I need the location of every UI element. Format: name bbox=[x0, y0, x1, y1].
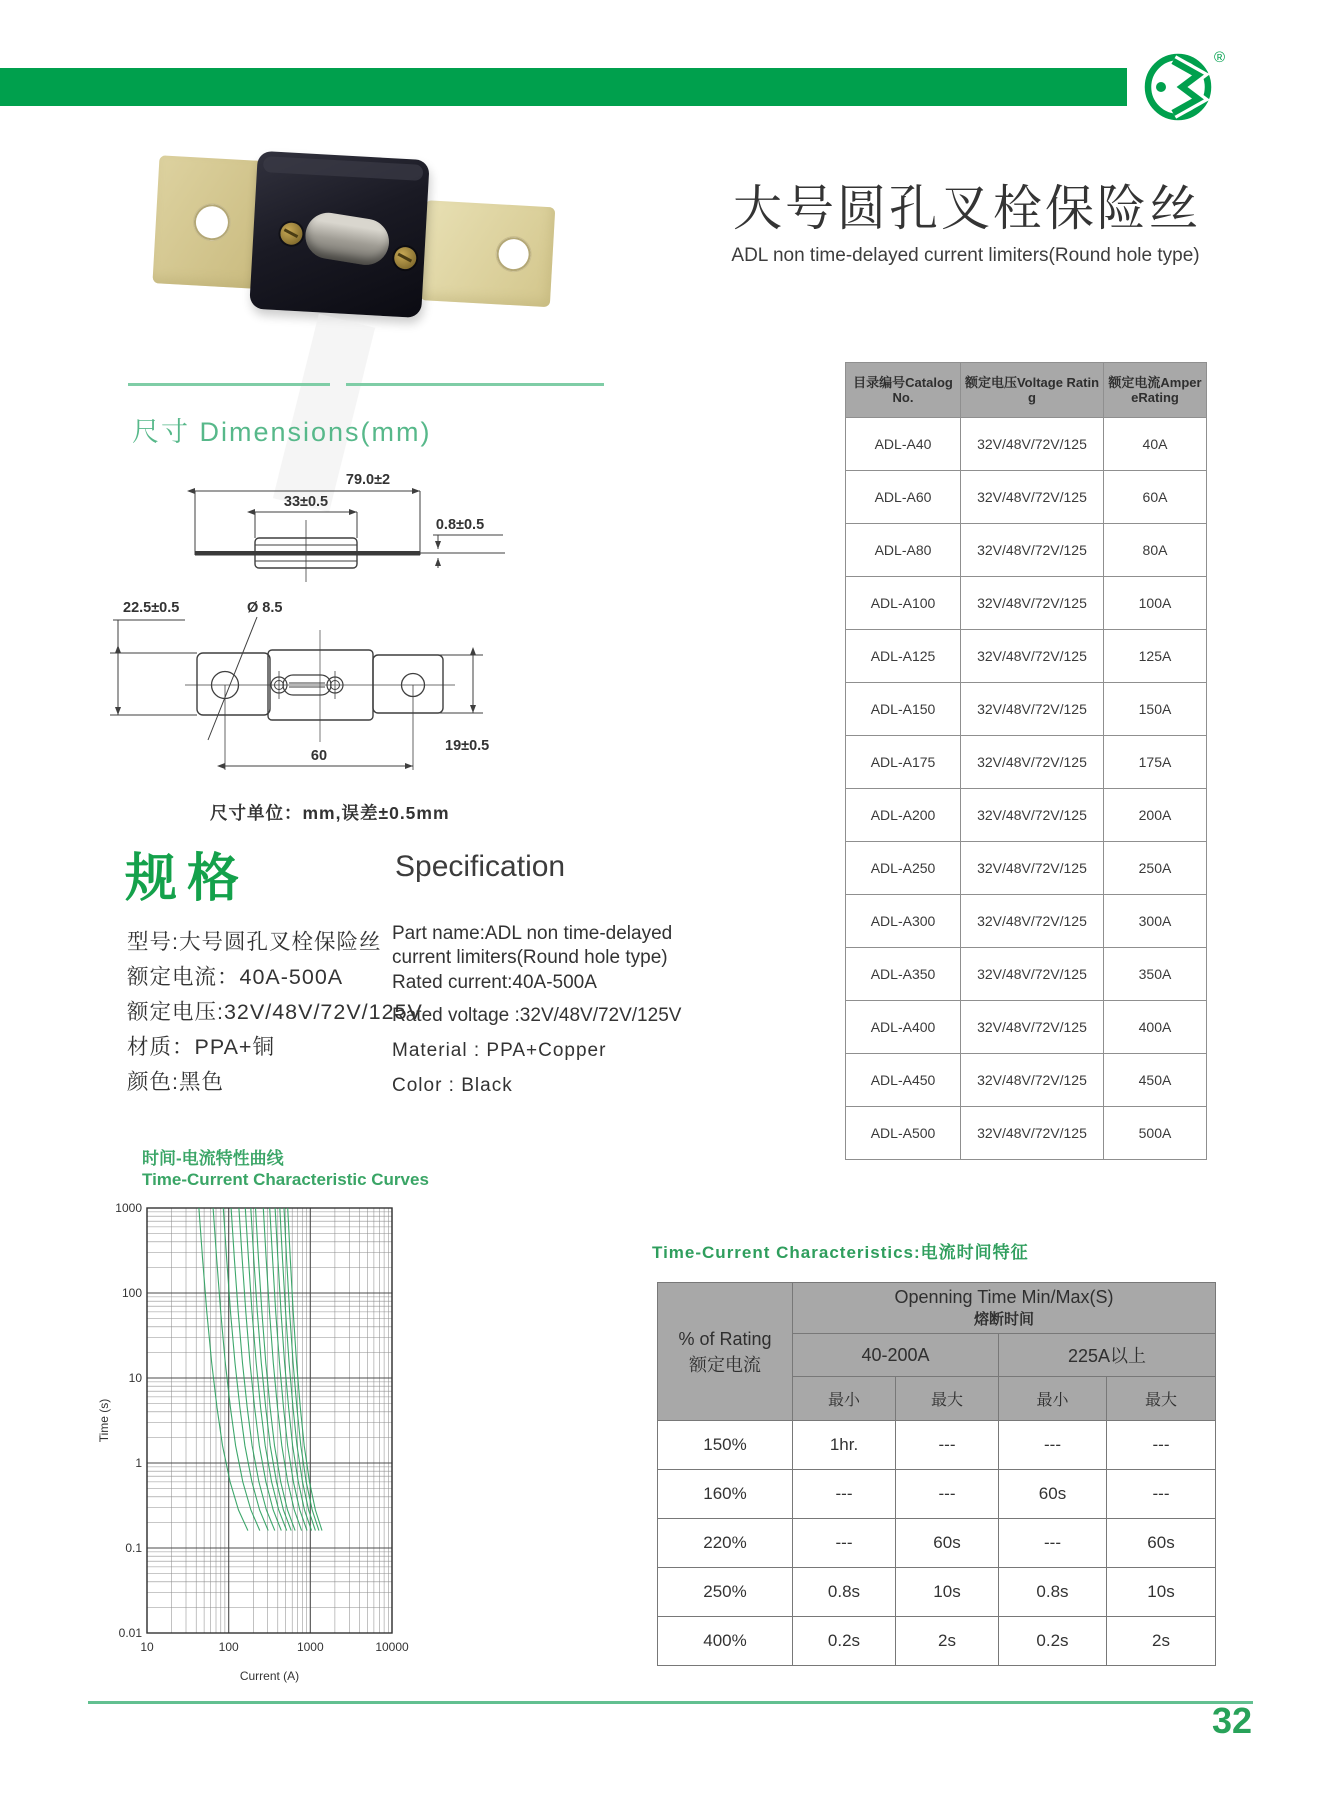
spec-heading-en: Specification bbox=[395, 850, 566, 883]
catalog-row bbox=[846, 524, 1207, 577]
fuse-screw-left bbox=[280, 222, 303, 245]
catalog-row bbox=[846, 948, 1207, 1001]
tc-left-header-line2: 额定电流 bbox=[689, 1354, 761, 1375]
x-tick-label: 10 bbox=[140, 1640, 154, 1654]
voltage-col-header: 额定电压Voltage Rating bbox=[961, 363, 1104, 418]
catalog-row bbox=[846, 577, 1207, 630]
page-number: 32 bbox=[1211, 1700, 1252, 1741]
voltage-cell: 32V/48V/72V/125 bbox=[961, 736, 1104, 789]
catalog-row bbox=[846, 1107, 1207, 1160]
voltage-cell: 32V/48V/72V/125 bbox=[961, 524, 1104, 577]
ampere-col-header: 额定电流AmpereRating bbox=[1104, 363, 1207, 418]
x-tick-label: 1000 bbox=[296, 1640, 324, 1654]
spec-material-zh: 材质：PPA+铜 bbox=[127, 1035, 275, 1059]
tc-group-40-200: 40-200A bbox=[793, 1334, 999, 1377]
tcc-curve-125A bbox=[239, 1208, 281, 1531]
tc-table-title: Time-Current Characteristics:电流时间特征 bbox=[652, 1243, 1029, 1262]
catalog-no-cell: ADL-A80 bbox=[846, 524, 961, 577]
voltage-cell: 32V/48V/72V/125 bbox=[961, 683, 1104, 736]
tc-time-cell: 1hr. bbox=[793, 1421, 896, 1470]
tc-group-225plus: 225A以上 bbox=[999, 1334, 1216, 1377]
tc-time-cell: --- bbox=[1107, 1421, 1216, 1470]
dim-hole-diameter: Ø 8.5 bbox=[247, 600, 283, 616]
tc-row bbox=[658, 1519, 1216, 1568]
tc-left-header bbox=[658, 1283, 793, 1421]
spec-part-name: Part name:ADL non time-delayed current limiters(Round hole type) bbox=[392, 923, 673, 968]
tc-row bbox=[658, 1568, 1216, 1617]
tc-percent-cell: 160% bbox=[658, 1470, 793, 1519]
ampere-cell: 200A bbox=[1104, 789, 1207, 842]
fuse-element-window bbox=[302, 209, 392, 268]
page-title: 大号圆孔叉栓保险丝 bbox=[733, 182, 1202, 236]
ampere-cell: 250A bbox=[1104, 842, 1207, 895]
major-grid bbox=[147, 1208, 392, 1633]
catalog-row bbox=[846, 842, 1207, 895]
catalog-table bbox=[845, 362, 1207, 1160]
minor-grid bbox=[147, 1208, 392, 1633]
catalog-no-cell: ADL-A450 bbox=[846, 1054, 961, 1107]
y-tick-label: 0.01 bbox=[118, 1626, 142, 1640]
catalog-row bbox=[846, 895, 1207, 948]
voltage-cell: 32V/48V/72V/125 bbox=[961, 418, 1104, 471]
tc-time-cell: 0.8s bbox=[793, 1568, 896, 1617]
header-green-bar bbox=[0, 68, 1127, 106]
dim-hole-pitch: 60 bbox=[310, 748, 328, 764]
tc-time-cell: 10s bbox=[1107, 1568, 1216, 1617]
dim-overall-length: 79.0±2 bbox=[345, 472, 391, 488]
voltage-cell: 32V/48V/72V/125 bbox=[961, 630, 1104, 683]
tc-time-cell: 10s bbox=[896, 1568, 999, 1617]
ampere-cell: 80A bbox=[1104, 524, 1207, 577]
tc-row bbox=[658, 1470, 1216, 1519]
spec-color-en: Color : Black bbox=[392, 1075, 513, 1096]
chart-title-en: Time-Current Characteristic Curves bbox=[142, 1170, 429, 1189]
spec-rated-current-en: Rated current:40A-500A bbox=[392, 972, 597, 993]
fuse-body bbox=[249, 151, 430, 318]
catalog-no-cell: ADL-A125 bbox=[846, 630, 961, 683]
ampere-cell: 40A bbox=[1104, 418, 1207, 471]
catalog-no-cell: ADL-A350 bbox=[846, 948, 961, 1001]
separator-line bbox=[128, 383, 330, 386]
tc-opening-time-line1: Openning Time Min/Max(S) bbox=[894, 1287, 1114, 1307]
ampere-cell: 175A bbox=[1104, 736, 1207, 789]
tc-table bbox=[657, 1282, 1216, 1666]
y-tick-label: 1 bbox=[135, 1456, 142, 1470]
spec-color-zh: 颜色:黑色 bbox=[127, 1070, 224, 1094]
tc-time-cell: 60s bbox=[1107, 1519, 1216, 1568]
tc-max-header: 最大 bbox=[896, 1377, 999, 1421]
catalog-row bbox=[846, 1054, 1207, 1107]
spec-list-zh bbox=[127, 925, 423, 1100]
y-tick-label: 1000 bbox=[115, 1201, 142, 1215]
dim-blade-thickness: 0.8±0.5 bbox=[435, 517, 485, 533]
tc-opening-time-header bbox=[793, 1283, 1216, 1334]
ampere-cell: 350A bbox=[1104, 948, 1207, 1001]
voltage-cell: 32V/48V/72V/125 bbox=[961, 577, 1104, 630]
voltage-cell: 32V/48V/72V/125 bbox=[961, 895, 1104, 948]
fuse-left-hole bbox=[193, 203, 231, 241]
catalog-row bbox=[846, 471, 1207, 524]
catalog-no-cell: ADL-A150 bbox=[846, 683, 961, 736]
fuse-right-terminal bbox=[420, 200, 555, 307]
voltage-cell: 32V/48V/72V/125 bbox=[961, 789, 1104, 842]
tc-time-cell: 0.2s bbox=[999, 1617, 1107, 1666]
catalog-col-header: 目录编号Catalog No. bbox=[846, 363, 961, 418]
tc-percent-cell: 400% bbox=[658, 1617, 793, 1666]
tc-percent-cell: 220% bbox=[658, 1519, 793, 1568]
dimensions-heading: 尺寸 Dimensions(mm) bbox=[132, 417, 432, 447]
product-photo bbox=[125, 136, 575, 350]
tc-percent-cell: 150% bbox=[658, 1421, 793, 1470]
catalog-no-cell: ADL-A60 bbox=[846, 471, 961, 524]
y-tick-label: 100 bbox=[121, 1286, 142, 1300]
tc-row bbox=[658, 1421, 1216, 1470]
tc-time-cell: 2s bbox=[1107, 1617, 1216, 1666]
ampere-cell: 450A bbox=[1104, 1054, 1207, 1107]
ampere-cell: 60A bbox=[1104, 471, 1207, 524]
tc-time-cell: 60s bbox=[999, 1470, 1107, 1519]
catalog-row bbox=[846, 418, 1207, 471]
footer-line bbox=[88, 1701, 1253, 1704]
page-subtitle: ADL non time-delayed current limiters(Round hole type) bbox=[731, 245, 1200, 266]
voltage-cell: 32V/48V/72V/125 bbox=[961, 1001, 1104, 1054]
catalog-row bbox=[846, 1001, 1207, 1054]
tc-time-cell: --- bbox=[793, 1519, 896, 1568]
tc-time-cell: 0.8s bbox=[999, 1568, 1107, 1617]
tc-time-cell: 2s bbox=[896, 1617, 999, 1666]
tc-time-cell: 60s bbox=[896, 1519, 999, 1568]
spec-rated-voltage-zh: 额定电压:32V/48V/72V/125V bbox=[127, 1000, 423, 1024]
chart-title bbox=[142, 1148, 429, 1190]
x-tick-label: 10000 bbox=[375, 1640, 409, 1654]
dim-body-width: 22.5±0.5 bbox=[123, 600, 180, 616]
ampere-cell: 150A bbox=[1104, 683, 1207, 736]
tcc-curve-500A bbox=[288, 1208, 322, 1531]
x-axis-label: Current (A) bbox=[239, 1669, 300, 1683]
spec-model: 型号:大号圆孔叉栓保险丝 bbox=[127, 930, 382, 954]
dim-terminal-width: 19±0.5 bbox=[445, 738, 490, 754]
x-tick-label: 100 bbox=[218, 1640, 239, 1654]
tc-time-cell: --- bbox=[1107, 1470, 1216, 1519]
tc-time-cell: --- bbox=[793, 1470, 896, 1519]
catalog-no-cell: ADL-A400 bbox=[846, 1001, 961, 1054]
ampere-cell: 500A bbox=[1104, 1107, 1207, 1160]
catalog-row bbox=[846, 683, 1207, 736]
y-axis-label: Time (s) bbox=[97, 1398, 111, 1443]
tc-min-header: 最小 bbox=[793, 1377, 896, 1421]
y-tick-label: 10 bbox=[128, 1371, 142, 1385]
catalog-no-cell: ADL-A500 bbox=[846, 1107, 961, 1160]
voltage-cell: 32V/48V/72V/125 bbox=[961, 1054, 1104, 1107]
tc-time-cell: --- bbox=[999, 1519, 1107, 1568]
plot-border bbox=[147, 1208, 392, 1633]
tc-min-header: 最小 bbox=[999, 1377, 1107, 1421]
tcc-curve-40A bbox=[199, 1208, 248, 1531]
time-current-chart bbox=[95, 1190, 430, 1700]
spec-material-en: Material : PPA+Copper bbox=[392, 1040, 607, 1061]
brand-logo-icon bbox=[1138, 40, 1238, 140]
dimension-drawing-top-view bbox=[105, 590, 565, 790]
ampere-cell: 125A bbox=[1104, 630, 1207, 683]
spec-rated-current-zh: 额定电流：40A-500A bbox=[127, 965, 344, 989]
catalog-row bbox=[846, 789, 1207, 842]
catalog-no-cell: ADL-A250 bbox=[846, 842, 961, 895]
voltage-cell: 32V/48V/72V/125 bbox=[961, 1107, 1104, 1160]
tc-time-cell: --- bbox=[896, 1470, 999, 1519]
ampere-cell: 100A bbox=[1104, 577, 1207, 630]
dimension-drawing-side-view bbox=[120, 460, 570, 605]
catalog-row bbox=[846, 630, 1207, 683]
tc-time-cell: 0.2s bbox=[793, 1617, 896, 1666]
fuse-right-hole bbox=[496, 236, 532, 272]
tcc-curve-60A bbox=[213, 1208, 260, 1531]
voltage-cell: 32V/48V/72V/125 bbox=[961, 842, 1104, 895]
dimension-unit-note: 尺寸单位：mm,误差±0.5mm bbox=[210, 803, 450, 823]
spec-heading-zh: 规格 bbox=[125, 850, 250, 908]
tc-time-cell: --- bbox=[999, 1421, 1107, 1470]
voltage-cell: 32V/48V/72V/125 bbox=[961, 471, 1104, 524]
catalog-header-row bbox=[846, 363, 1207, 418]
tc-row bbox=[658, 1617, 1216, 1666]
ampere-cell: 400A bbox=[1104, 1001, 1207, 1054]
catalog-no-cell: ADL-A100 bbox=[846, 577, 961, 630]
catalog-no-cell: ADL-A300 bbox=[846, 895, 961, 948]
catalog-no-cell: ADL-A200 bbox=[846, 789, 961, 842]
catalog-no-cell: ADL-A40 bbox=[846, 418, 961, 471]
voltage-cell: 32V/48V/72V/125 bbox=[961, 948, 1104, 1001]
tcc-curve-100A bbox=[231, 1208, 275, 1531]
catalog-row bbox=[846, 736, 1207, 789]
spec-rated-voltage-en: Rated voltage :32V/48V/72V/125V bbox=[392, 1005, 682, 1026]
chart-title-zh: 时间-电流特性曲线 bbox=[142, 1149, 284, 1168]
ampere-cell: 300A bbox=[1104, 895, 1207, 948]
tc-left-header-line1: % of Rating bbox=[678, 1328, 772, 1349]
registered-mark: ® bbox=[1214, 49, 1226, 66]
tc-max-header: 最大 bbox=[1107, 1377, 1216, 1421]
fuse-screw-right bbox=[394, 247, 417, 270]
tcc-curve-300A bbox=[270, 1208, 307, 1531]
catalog-no-cell: ADL-A175 bbox=[846, 736, 961, 789]
tc-opening-time-line2: 熔断时间 bbox=[974, 1311, 1035, 1328]
tc-time-cell: --- bbox=[896, 1421, 999, 1470]
separator-line bbox=[346, 383, 604, 386]
y-tick-label: 0.1 bbox=[125, 1541, 142, 1555]
dim-body-length: 33±0.5 bbox=[283, 494, 329, 510]
tc-percent-cell: 250% bbox=[658, 1568, 793, 1617]
